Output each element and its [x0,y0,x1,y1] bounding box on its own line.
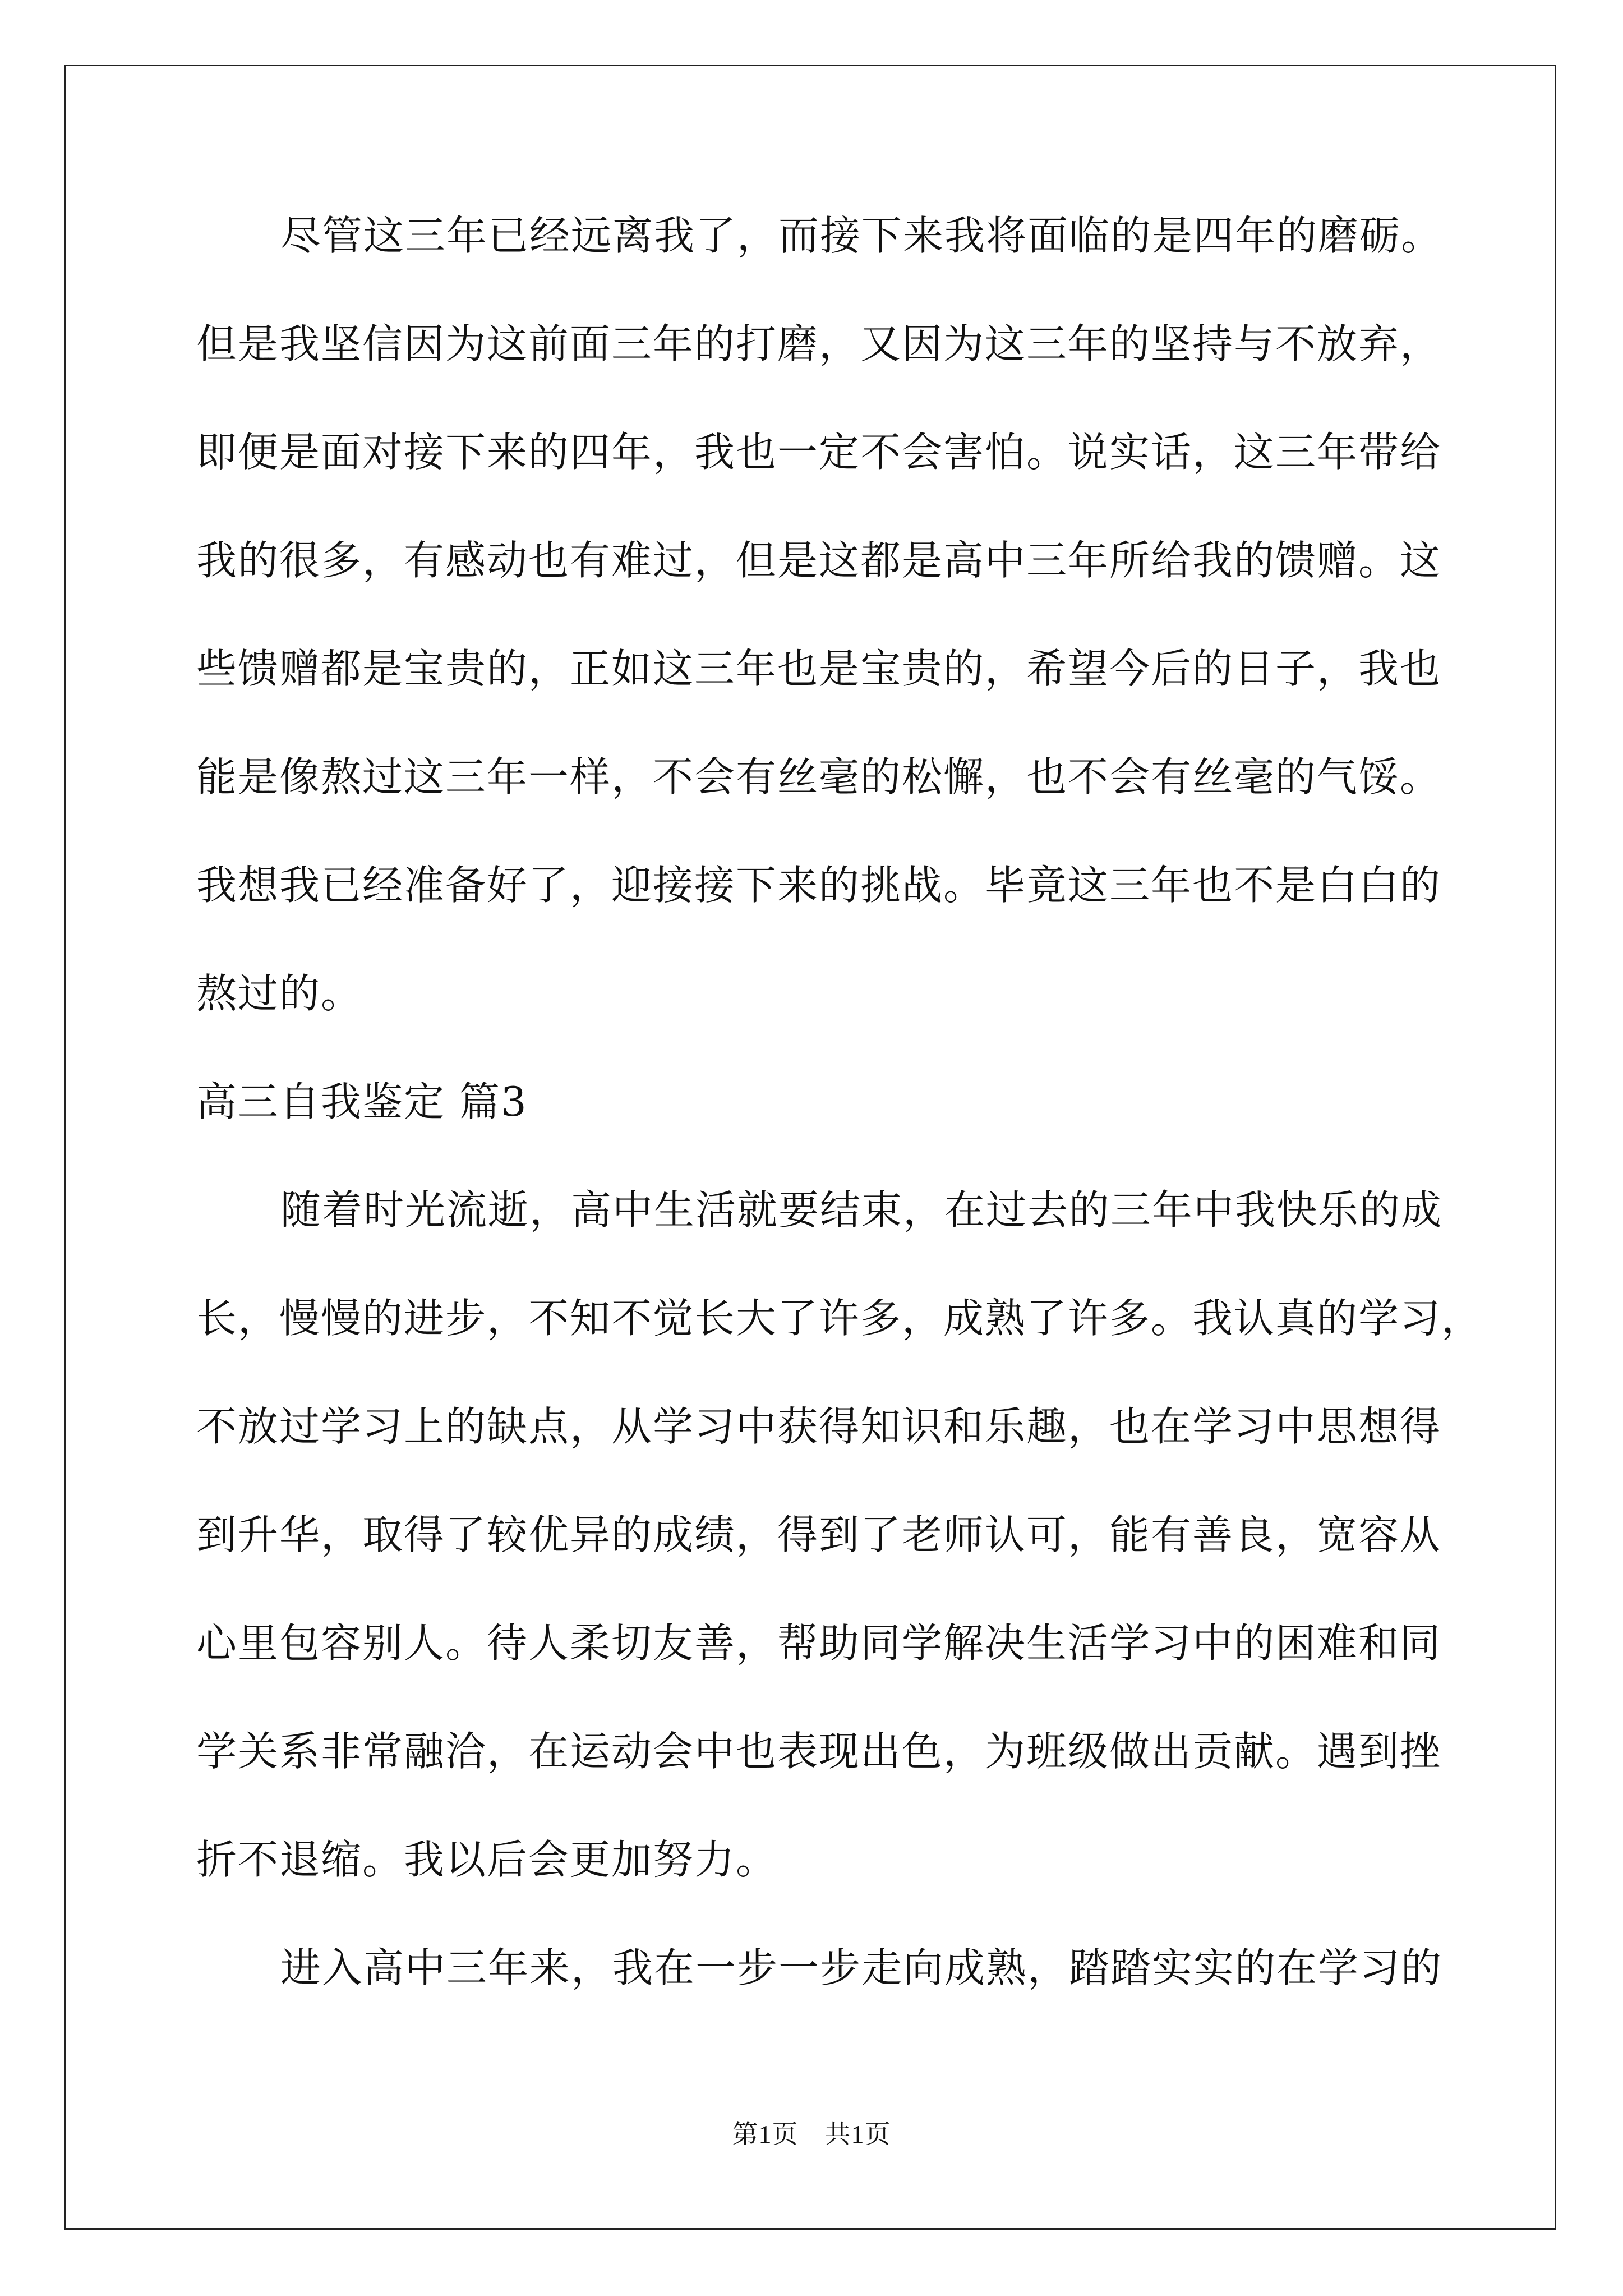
paragraph-line: 学关系非常融洽，在运动会中也表现出色，为班级做出贡献。遇到挫 [196,1728,1442,1775]
paragraph-line: 熬过的。 [196,970,363,1017]
paragraph-line: 心里包容别人。待人柔切友善，帮助同学解决生活学习中的困难和同 [196,1619,1442,1667]
page-number-footer: 第1页 共1页 [732,2120,891,2148]
paragraph-line: 但是我坚信因为这前面三年的打磨，又因为这三年的坚持与不放弃， [196,320,1442,367]
section-heading: 高三自我鉴定 篇3 [196,1078,528,1125]
paragraph-line: 折不退缩。我以后会更加努力。 [196,1836,778,1883]
paragraph-line: 能是像熬过这三年一样，不会有丝毫的松懈，也不会有丝毫的气馁。 [196,753,1442,800]
paragraph-line: 尽管这三年已经远离我了，而接下来我将面临的是四年的磨砺。 [280,212,1443,259]
paragraph-line: 随着时光流逝，高中生活就要结束，在过去的三年中我快乐的成 [280,1186,1443,1234]
paragraph-line: 些馈赠都是宝贵的，正如这三年也是宝贵的，希望今后的日子，我也 [196,645,1442,692]
paragraph-line: 我想我已经准备好了，迎接接下来的挑战。毕竟这三年也不是白白的 [196,862,1442,909]
paragraph-line: 长，慢慢的进步，不知不觉长大了许多，成熟了许多。我认真的学习， [196,1295,1483,1342]
paragraph-line: 进入高中三年来，我在一步一步走向成熟，踏踏实实的在学习的 [280,1944,1443,1991]
paragraph-line: 我的很多，有感动也有难过，但是这都是高中三年所给我的馈赠。这 [196,537,1442,584]
paragraph-line: 即便是面对接下来的四年，我也一定不会害怕。说实话，这三年带给 [196,429,1442,476]
paragraph-line: 到升华，取得了较优异的成绩，得到了老师认可，能有善良，宽容从 [196,1511,1442,1558]
page-border [64,65,1556,2230]
paragraph-line: 不放过学习上的缺点，从学习中获得知识和乐趣，也在学习中思想得 [196,1403,1442,1450]
